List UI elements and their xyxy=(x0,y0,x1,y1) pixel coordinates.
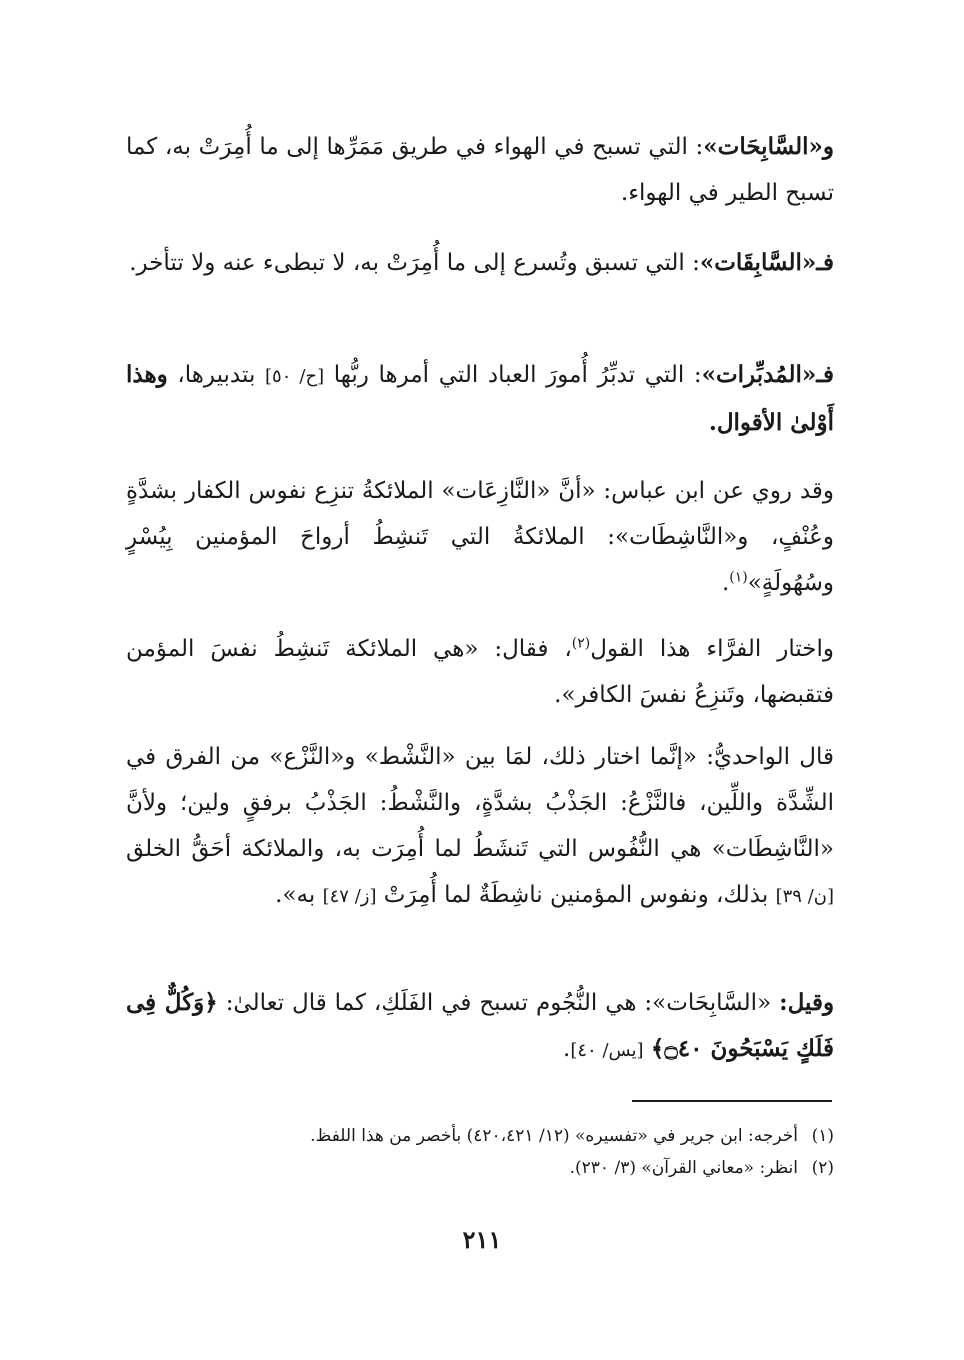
footnote-1 xyxy=(126,1120,834,1152)
term-mudabbirat: «المُدبِّرات» xyxy=(701,361,817,388)
term-sabihat: «السَّابِحَات» xyxy=(703,133,823,160)
paragraph-ibn-abbas xyxy=(126,468,834,606)
paragraph-stars xyxy=(126,980,834,1074)
paragraph-text: «السَّابِحَات»: هي النُّجُوم تسبح في الفَلَكِ، كما قال تعالىٰ: xyxy=(225,990,772,1016)
prefix-waw: و xyxy=(822,133,834,160)
paragraph-text: : التي تسبق وتُسرع إلى ما أُمِرَتْ به، لا تبطىء عنه ولا تتأخر. xyxy=(129,250,700,276)
paragraph-text: : التي تدبِّرُ أُمورَ العباد التي أمرها ربُّها xyxy=(333,362,702,388)
paragraph-sabihat xyxy=(126,124,834,216)
verse-ref: [يس/ ٤٠] xyxy=(570,1040,644,1061)
paragraph-text: بذلك، ونفوس المؤمنين ناشِطَةٌ لما أُمِرَتْ xyxy=(383,882,769,908)
paragraph-text: وقد روي عن ابن عباس: «أنَّ «النَّازِعَات» الملائكةُ تنزِع نفوس الكفار بشدَّةٍ وعُنْفٍ، و«النَّاشِطَات»: الملائكةُ التي تَنشِطُ أرواحَ المؤمنين بِيُسْرٍ وسُهُولَةٍ» xyxy=(126,478,834,596)
paragraph-farra xyxy=(126,626,834,718)
page-number: ٢١١ xyxy=(462,1225,502,1254)
bold-conclusion: وهذا أَوْلىٰ الأقوال. xyxy=(126,361,834,436)
paragraph-end: . xyxy=(721,570,730,596)
footnote-marker-2[interactable]: (٢) xyxy=(571,635,591,652)
paragraph-text: به». xyxy=(275,882,316,908)
prefix-fa: فـ xyxy=(816,361,834,388)
footnote-2 xyxy=(126,1152,834,1184)
paragraph-text: واختار الفرَّاء هذا القول xyxy=(590,636,834,662)
footnote-number: (١) xyxy=(811,1126,834,1146)
footnote-text: أخرجه: ابن جرير في «تفسيره» (١٢/ ٤٢٠،٤٢١) بأخصر من هذا اللفظ. xyxy=(310,1126,798,1146)
paragraph-text: بتدبيرها، xyxy=(177,362,256,388)
manuscript-ref: [ن/ ٣٩] xyxy=(775,886,834,907)
paragraph-wahidi xyxy=(126,734,834,920)
quran-verse: ﴿وَكُلٌّ فِى فَلَكٍ يَسْبَحُونَ ۝٤٠﴾ xyxy=(126,989,834,1062)
manuscript-ref: [ح/ ٥٠] xyxy=(265,366,325,387)
paragraph-mudabbirat xyxy=(126,352,834,446)
term-sabiqat: «السَّابِقَات» xyxy=(699,249,817,276)
paragraph-text: قال الواحديُّ: «إنَّما اختار ذلك، لمَا بين «النَّشْط» و«النَّزْع» من الفرق في الشِّدَّة واللِّين، فالنَّزْعُ: الجَذْبُ بشدَّةٍ، والنَّشْطُ: الجَذْبُ برفقٍ ولين؛ ولأنَّ «النَّاشِطَات» هي النُّفُوس التي تَنشَطُ لما أُمِرَت به، والملائكة أحَقُّ الخلق xyxy=(126,744,834,862)
footnote-number: (٢) xyxy=(811,1158,834,1178)
paragraph-text: : التي تسبح في الهواء في طريق مَمَرِّها إلى ما أُمِرَتْ به، كما تسبح الطير في الهواء. xyxy=(126,134,834,206)
paragraph-text: ، فقال: «هي الملائكة تَنشِطُ نفسَ المؤمن فتقبضها، وتَنزِعُ نفسَ الكافر». xyxy=(126,636,834,708)
footnotes xyxy=(126,1120,834,1184)
lead-word: وقيل: xyxy=(779,989,835,1016)
footnote-text: انظر: «معاني القرآن» (٣/ ٢٣٠). xyxy=(569,1158,798,1178)
paragraph-end: . xyxy=(563,1036,571,1062)
paragraph-sabiqat xyxy=(126,240,834,286)
manuscript-ref: [ز/ ٤٧] xyxy=(322,886,377,907)
prefix-fa: فـ xyxy=(816,249,834,276)
footnote-divider xyxy=(632,1100,832,1102)
footnote-marker-1[interactable]: (١) xyxy=(729,569,748,586)
